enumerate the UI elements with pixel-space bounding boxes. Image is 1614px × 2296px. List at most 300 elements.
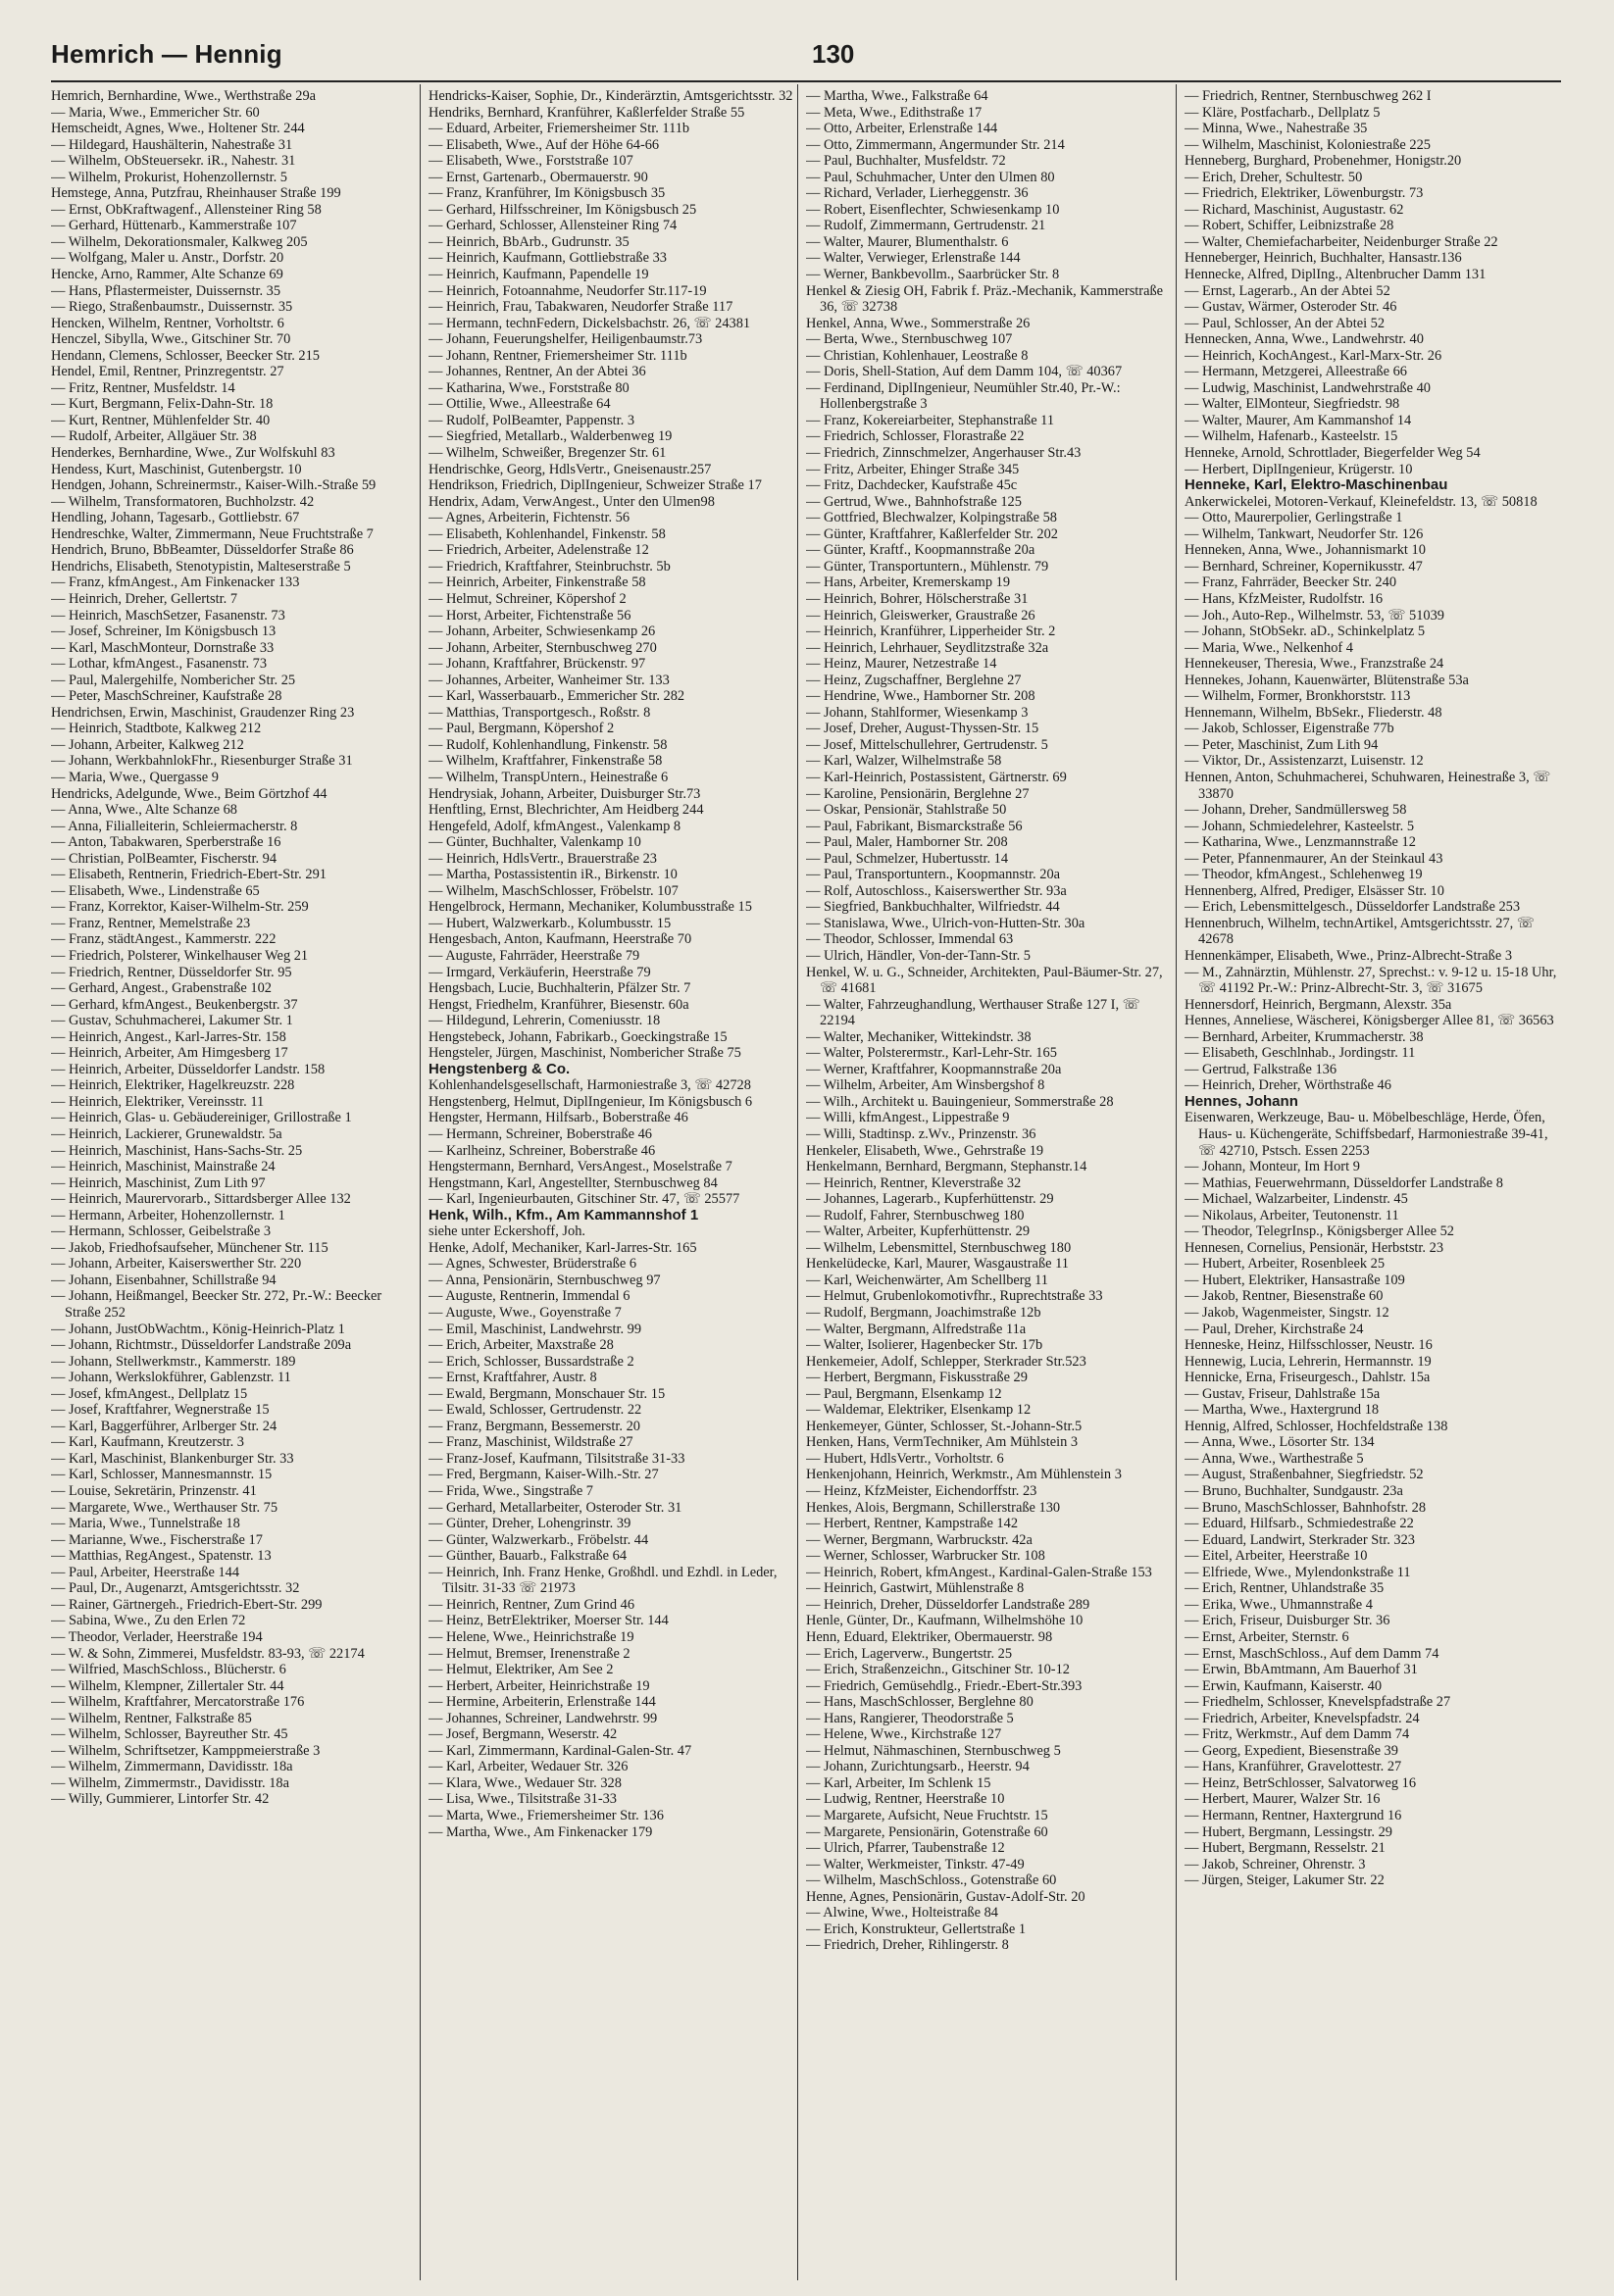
directory-entry: — Heinz, Zugschaffner, Berglehne 27: [806, 672, 1022, 688]
directory-entry: — Heinz, BetrSchlosser, Salvatorweg 16: [1185, 1774, 1417, 1791]
directory-entry: Henle, Günter, Dr., Kaufmann, Wilhelmshöhe 10: [806, 1613, 1084, 1629]
directory-entry: — Heinrich, Elektriker, Vereinsstr. 11: [51, 1093, 265, 1110]
directory-entry: — Heinrich, Robert, kfmAngest., Kardinal-Galen-Straße 153: [806, 1564, 1152, 1580]
directory-entry: — Heinrich, Arbeiter, Düsseldorfer Landstr. 158: [51, 1061, 326, 1077]
directory-entry: — Heinrich, Kaufmann, Papendelle 19: [429, 267, 649, 283]
directory-entry: — Heinrich, Rentner, Zum Grind 46: [429, 1596, 635, 1613]
directory-entry: — Paul, Schuhmacher, Unter den Ulmen 80: [806, 169, 1055, 185]
directory-entry: — Wilhelm, Hafenarb., Kasteelstr. 15: [1185, 428, 1398, 445]
directory-entry: — Johann, Rentner, Friemersheimer Str. 111b: [429, 347, 687, 364]
directory-entry: — Josef, Kraftfahrer, Wegnerstraße 15: [51, 1402, 270, 1419]
directory-entry: Henn, Eduard, Elektriker, Obermauerstr. 98: [806, 1628, 1053, 1645]
directory-entry: — Heinrich, BbArb., Gudrunstr. 35: [429, 233, 630, 250]
directory-entry: — Helmut, Grubenlokomotivfhr., Ruprechtstraße 33: [806, 1288, 1103, 1305]
directory-entry: — Bernhard, Arbeiter, Krummacherstr. 38: [1185, 1028, 1424, 1045]
directory-entry: — Louise, Sekretärin, Prinzenstr. 41: [51, 1483, 257, 1500]
directory-entry: Hemstege, Anna, Putzfrau, Rheinhauser Straße 199: [51, 185, 341, 202]
directory-entry: — Anna, Pensionärin, Sternbuschweg 97: [429, 1272, 661, 1288]
directory-entry: — Friedrich, Elektriker, Löwenburgstr. 73: [1185, 185, 1424, 202]
directory-entry: — Johann, Stahlformer, Wiesenkamp 3: [806, 704, 1029, 721]
directory-entry: — Auguste, Rentnerin, Immendal 6: [429, 1288, 630, 1305]
directory-entry: — Karl, Maschinist, Blankenburger Str. 33: [51, 1450, 294, 1467]
directory-entry: — Wilhelm, MaschSchloss., Gotenstraße 60: [806, 1872, 1057, 1889]
directory-entry: — Richard, Maschinist, Augustastr. 62: [1185, 201, 1404, 218]
directory-entry: — Gustav, Friseur, Dahlstraße 15a: [1185, 1385, 1381, 1402]
directory-entry: — Werner, Schlosser, Warbrucker Str. 108: [806, 1548, 1045, 1565]
directory-entry: — Joh., Auto-Rep., Wilhelmstr. 53, ☏ 51039: [1185, 607, 1444, 624]
directory-entry: — Paul, Fabrikant, Bismarckstraße 56: [806, 818, 1023, 834]
directory-entry: — Johann, Arbeiter, Kaiserswerther Str. 220: [51, 1256, 302, 1273]
directory-entry: — Heinz, BetrElektriker, Moerser Str. 144: [429, 1613, 669, 1629]
directory-entry: — Agnes, Arbeiterin, Fichtenstr. 56: [429, 510, 630, 526]
directory-entry: — Wilhelm, Zimmermstr., Davidisstr. 18a: [51, 1774, 289, 1791]
directory-entry: — Katharina, Wwe., Lenzmannstraße 12: [1185, 834, 1416, 851]
directory-entry: — Heinrich, Frau, Tabakwaren, Neudorfer Straße 117: [429, 299, 733, 316]
directory-entry: — Friedrich, Rentner, Düsseldorfer Str. 95: [51, 964, 292, 980]
directory-entry: Hendgen, Johann, Schreinermstr., Kaiser-Wilh.-Straße 59: [51, 477, 377, 494]
directory-entry: — Anna, Wwe., Alte Schanze 68: [51, 802, 237, 819]
directory-entry: — Willi, kfmAngest., Lippestraße 9: [806, 1110, 1010, 1126]
directory-entry: Henftling, Ernst, Blechrichter, Am Heidberg 244: [429, 802, 704, 819]
directory-entry: — Paul, Dr., Augenarzt, Amtsgerichtsstr. 32: [51, 1580, 300, 1597]
directory-entry: — Erich, Schlosser, Bussardstraße 2: [429, 1353, 634, 1370]
directory-entry: — Gertrud, Wwe., Bahnhofstraße 125: [806, 493, 1022, 510]
directory-entry: — Peter, Maschinist, Zum Lith 94: [1185, 736, 1379, 753]
directory-entry: — Willy, Gummierer, Lintorfer Str. 42: [51, 1791, 270, 1808]
directory-entry: — Hubert, Arbeiter, Rosenbleek 25: [1185, 1256, 1386, 1273]
directory-entry: Hennemann, Wilhelm, BbSekr., Fliederstr. 48: [1185, 704, 1442, 721]
firm-heading-text: Henk, Wilh., Kfm., Am Kammannshof 1: [429, 1206, 699, 1223]
directory-entry: — Hermine, Arbeiterin, Erlenstraße 144: [429, 1694, 656, 1711]
directory-entry: — Franz, Kokereiarbeiter, Stephanstraße 11: [806, 412, 1055, 428]
directory-entry: — Meta, Wwe., Edithstraße 17: [806, 104, 983, 121]
directory-column-1: [51, 88, 416, 2282]
directory-entry: — Gertrud, Falkstraße 136: [1185, 1061, 1337, 1077]
directory-entry: — Wilhelm, Prokurist, Hohenzollernstr. 5: [51, 169, 287, 185]
firm-heading: [1185, 1094, 1559, 1111]
directory-entry: — Gerhard, Schlosser, Allensteiner Ring 74: [429, 218, 678, 234]
directory-entry: Henkenjohann, Heinrich, Werkmstr., Am Mühlenstein 3: [806, 1467, 1122, 1483]
directory-entry: — Paul, Arbeiter, Heerstraße 144: [51, 1564, 240, 1580]
directory-entry: — Peter, Pfannenmaurer, An der Steinkaul 43: [1185, 850, 1443, 867]
firm-heading: [429, 1208, 793, 1224]
directory-entry: — Gustav, Wärmer, Osteroder Str. 46: [1185, 299, 1397, 316]
directory-column-4: [1185, 88, 1559, 2282]
directory-entry: — Karl-Heinrich, Postassistent, Gärtnerstr. 69: [806, 769, 1067, 785]
directory-entry: — Walter, Fahrzeughandlung, Werthauser Straße 127 I, ☏ 22194: [806, 996, 1140, 1029]
directory-entry: — Anton, Tabakwaren, Sperberstraße 16: [51, 834, 281, 851]
directory-entry: Hemrich, Bernhardine, Wwe., Werthstraße 29a: [51, 88, 317, 104]
directory-entry: Henneke, Arnold, Schrottlader, Biegerfelder Weg 54: [1185, 445, 1481, 462]
directory-entry: — Wilhelm, MaschSchlosser, Fröbelstr. 107: [429, 882, 679, 899]
directory-entry: — Heinrich, Lehrhauer, Seydlitzstraße 32a: [806, 639, 1049, 656]
directory-entry: — Katharina, Wwe., Forststraße 80: [429, 379, 630, 396]
directory-entry: — Gerhard, Hüttenarb., Kammerstraße 107: [51, 218, 297, 234]
directory-entry: Henne, Agnes, Pensionärin, Gustav-Adolf-Str. 20: [806, 1888, 1085, 1905]
directory-entry: — Bernhard, Schreiner, Kopernikusstr. 47: [1185, 558, 1423, 574]
directory-entry: Hendrichs, Elisabeth, Stenotypistin, Malteserstraße 5: [51, 558, 351, 574]
directory-entry: — Walter, Chemiefacharbeiter, Neidenburger Straße 22: [1185, 233, 1498, 250]
directory-entry: — Wilhelm, Transformatoren, Buchholzstr. 42: [51, 493, 315, 510]
directory-entry: — Ernst, Lagerarb., An der Abtei 52: [1185, 282, 1390, 299]
directory-entry: Henkel & Ziesig OH, Fabrik f. Präz.-Mechanik, Kammerstraße 36, ☏ 32738: [806, 282, 1164, 316]
directory-entry: — Karl, Ingenieurbauten, Gitschiner Str. 47, ☏ 25577: [429, 1191, 740, 1208]
directory-entry: Eisenwaren, Werkzeuge, Bau- u. Möbelbeschläge, Herde, Öfen, Haus- u. Küchengeräte, Schiffsbedarf, Harmoniestraße 39-41, ☏ 42710, Pstsch. Essen 2253: [1185, 1110, 1548, 1159]
directory-entry: — Rudolf, Arbeiter, Allgäuer Str. 38: [51, 428, 257, 445]
directory-entry: Henkemeyer, Günter, Schlosser, St.-Johann-Str.5: [806, 1418, 1083, 1434]
directory-entry: — Alwine, Wwe., Holteistraße 84: [806, 1905, 998, 1922]
directory-entry: — Gerhard, Metallarbeiter, Osteroder Str. 31: [429, 1499, 682, 1516]
directory-entry: — Walter, ElMonteur, Siegfriedstr. 98: [1185, 396, 1400, 413]
directory-entry: — Johann, StObSekr. aD., Schinkelplatz 5: [1185, 624, 1426, 640]
directory-entry: — Bruno, MaschSchlosser, Bahnhofstr. 28: [1185, 1499, 1427, 1516]
directory-entry: Hennecken, Anna, Wwe., Landwehrstr. 40: [1185, 331, 1424, 348]
directory-entry: — Herbert, Arbeiter, Heinrichstraße 19: [429, 1677, 650, 1694]
directory-entry: — Paul, Schlosser, An der Abtei 52: [1185, 315, 1386, 331]
directory-entry: Hennes, Anneliese, Wäscherei, Königsberger Allee 81, ☏ 36563: [1185, 1013, 1554, 1029]
directory-entry: — Franz, Kranführer, Im Königsbusch 35: [429, 185, 666, 202]
directory-entry: Hengesbach, Anton, Kaufmann, Heerstraße 70: [429, 931, 692, 948]
directory-entry: — Ewald, Bergmann, Monschauer Str. 15: [429, 1385, 666, 1402]
directory-entry: Hennenkämper, Elisabeth, Wwe., Prinz-Albrecht-Straße 3: [1185, 947, 1513, 964]
directory-entry: siehe unter Eckershoff, Joh.: [429, 1223, 585, 1240]
directory-entry: — Fritz, Arbeiter, Ehinger Straße 345: [806, 461, 1020, 477]
directory-entry: Kohlenhandelsgesellschaft, Harmoniestraße 3, ☏ 42728: [429, 1077, 751, 1094]
directory-entry: — Gerhard, Hilfsschreiner, Im Königsbusch 25: [429, 201, 697, 218]
directory-entry: — Heinrich, Fotoannahme, Neudorfer Str.117-19: [429, 282, 707, 299]
directory-entry: Hennig, Alfred, Schlosser, Hochfeldstraße 138: [1185, 1418, 1448, 1434]
directory-entry: — Ernst, ObKraftwagenf., Allensteiner Ring 58: [51, 201, 322, 218]
firm-heading: [429, 1062, 793, 1078]
directory-entry: — Friedrich, Dreher, Rihlingerstr. 8: [806, 1937, 1009, 1954]
directory-entry: — Robert, Schiffer, Leibnizstraße 28: [1185, 218, 1394, 234]
directory-entry: — Martha, Wwe., Falkstraße 64: [806, 88, 988, 104]
directory-entry: — Hendrine, Wwe., Hamborner Str. 208: [806, 688, 1035, 705]
directory-entry: — Erika, Wwe., Uhmannstraße 4: [1185, 1596, 1373, 1613]
directory-entry: — Eduard, Arbeiter, Friemersheimer Str. 111b: [429, 121, 690, 137]
directory-entry: — Johann, Arbeiter, Sternbuschweg 270: [429, 639, 657, 656]
directory-entry: — Johann, Schmiedelehrer, Kasteelstr. 5: [1185, 818, 1415, 834]
directory-entry: Henkelmann, Bernhard, Bergmann, Stephanstr.14: [806, 1159, 1087, 1175]
directory-entry: Hendriks, Bernhard, Kranführer, Kaßlerfelder Straße 55: [429, 104, 745, 121]
directory-entry: — Wilhelm, Rentner, Falkstraße 85: [51, 1710, 252, 1726]
directory-entry: — Johann, Richtmstr., Düsseldorfer Landstraße 209a: [51, 1337, 352, 1354]
directory-entry: — Wilh., Architekt u. Bauingenieur, Sommerstraße 28: [806, 1093, 1114, 1110]
directory-entry: — Heinrich, Maschinist, Zum Lith 97: [51, 1174, 266, 1191]
directory-entry: — Friedrich, Polsterer, Winkelhauser Weg 21: [51, 947, 309, 964]
directory-entry: — Johann, JustObWachtm., König-Heinrich-Platz 1: [51, 1321, 345, 1337]
directory-entry: Hengster, Hermann, Hilfsarb., Boberstraße 46: [429, 1110, 688, 1126]
directory-entry: — Johann, Arbeiter, Schwiesenkamp 26: [429, 624, 656, 640]
directory-entry: — Marta, Wwe., Friemersheimer Str. 136: [429, 1807, 664, 1823]
directory-entry: — Johannes, Schreiner, Landwehrstr. 99: [429, 1710, 658, 1726]
directory-entry: — Jakob, Schlosser, Eigenstraße 77b: [1185, 721, 1394, 737]
directory-entry: — Hermann, Schreiner, Boberstraße 46: [429, 1126, 653, 1142]
directory-entry: — Elisabeth, Rentnerin, Friedrich-Ebert-Str. 291: [51, 867, 327, 883]
directory-entry: Hendrich, Bruno, BbBeamter, Düsseldorfer Straße 86: [51, 542, 354, 559]
directory-entry: Hendrix, Adam, VerwAngest., Unter den Ulmen98: [429, 493, 715, 510]
directory-entry: — Werner, Bankbevollm., Saarbrücker Str. 8: [806, 267, 1060, 283]
directory-entry: — Heinrich, Dreher, Gellertstr. 7: [51, 590, 238, 607]
directory-entry: — Frida, Wwe., Singstraße 7: [429, 1483, 594, 1500]
directory-entry: — Wilhelm, Maschinist, Koloniestraße 225: [1185, 136, 1431, 153]
directory-entry: — Hermann, Schlosser, Geibelstraße 3: [51, 1223, 272, 1240]
directory-entry: — Wilhelm, Schlosser, Bayreuther Str. 45: [51, 1726, 288, 1743]
directory-entry: — Josef, Mittelschullehrer, Gertrudenstr. 5: [806, 736, 1048, 753]
directory-entry: — Karl, Baggerführer, Arlberger Str. 24: [51, 1418, 277, 1434]
directory-entry: — Walter, Maurer, Blumenthalstr. 6: [806, 233, 1009, 250]
directory-entry: — Heinrich, Rentner, Kleverstraße 32: [806, 1174, 1022, 1191]
directory-entry: — Helene, Wwe., Kirchstraße 127: [806, 1726, 1002, 1743]
directory-entry: — Helmut, Nähmaschinen, Sternbuschweg 5: [806, 1742, 1061, 1759]
directory-entry: — Paul, Buchhalter, Musfeldstr. 72: [806, 153, 1006, 170]
directory-entry: — Theodor, kfmAngest., Schlehenweg 19: [1185, 867, 1423, 883]
directory-entry: — Minna, Wwe., Nahestraße 35: [1185, 121, 1368, 137]
directory-entry: Hennenbruch, Wilhelm, technArtikel, Amtsgerichtsstr. 27, ☏ 42678: [1185, 915, 1535, 948]
directory-entry: — Fred, Bergmann, Kaiser-Wilh.-Str. 27: [429, 1467, 659, 1483]
directory-entry: — Karl, Wasserbauarb., Emmericher Str. 282: [429, 688, 685, 705]
directory-entry: — Heinz, KfzMeister, Eichendorffstr. 23: [806, 1483, 1037, 1500]
directory-entry: — Fritz, Dachdecker, Kaufstraße 45c: [806, 477, 1018, 494]
directory-entry: — Johannes, Arbeiter, Wanheimer Str. 133: [429, 672, 670, 688]
directory-entry: — Karl, Schlosser, Mannesmannstr. 15: [51, 1467, 273, 1483]
directory-entry: — Josef, Bergmann, Weserstr. 42: [429, 1726, 618, 1743]
directory-entry: — Maria, Wwe., Quergasse 9: [51, 769, 219, 785]
directory-entry: — Karl, Walzer, Wilhelmstraße 58: [806, 753, 1002, 770]
directory-entry: — Ernst, Gartenarb., Obermauerstr. 90: [429, 169, 648, 185]
directory-entry: — Hans, MaschSchlosser, Berglehne 80: [806, 1694, 1034, 1711]
directory-entry: Hennesen, Cornelius, Pensionär, Herbststr. 23: [1185, 1239, 1444, 1256]
directory-entry: — Hildegund, Lehrerin, Comeniusstr. 18: [429, 1013, 661, 1029]
directory-entry: — Gerhard, kfmAngest., Beukenbergstr. 37: [51, 996, 298, 1013]
directory-entry: Henkeler, Elisabeth, Wwe., Gehrstraße 19: [806, 1142, 1044, 1159]
directory-entry: — Wilhelm, Schweißer, Bregenzer Str. 61: [429, 445, 667, 462]
directory-entry: — Ferdinand, DiplIngenieur, Neumühler Str.40, Pr.-W.: Hollenbergstraße 3: [806, 379, 1121, 413]
directory-entry: — Ulrich, Händler, Von-der-Tann-Str. 5: [806, 947, 1031, 964]
page-header: [51, 39, 1561, 78]
header-rule: [51, 80, 1561, 82]
directory-entry: — Lisa, Wwe., Tilsitstraße 31-33: [429, 1791, 618, 1808]
directory-entry: — Hermann, Rentner, Haxtergrund 16: [1185, 1807, 1402, 1823]
directory-entry: — Walter, Mechaniker, Wittekindstr. 38: [806, 1028, 1032, 1045]
directory-entry: — Otto, Arbeiter, Erlenstraße 144: [806, 121, 998, 137]
directory-entry: — Günter, Walzwerkarb., Fröbelstr. 44: [429, 1531, 649, 1548]
directory-entry: Henkelüdecke, Karl, Maurer, Wasgaustraße 11: [806, 1256, 1069, 1273]
directory-entry: — Siegfried, Bankbuchhalter, Wilfriedstr. 44: [806, 899, 1060, 916]
directory-entry: Hendrikson, Friedrich, DiplIngenieur, Schweizer Straße 17: [429, 477, 762, 494]
directory-entry: — Margarete, Aufsicht, Neue Fruchtstr. 15: [806, 1807, 1048, 1823]
directory-entry: — Otto, Zimmermann, Angermunder Str. 214: [806, 136, 1065, 153]
directory-entry: — Erich, Dreher, Schultestr. 50: [1185, 169, 1363, 185]
directory-entry: — Hans, Arbeiter, Kremerskamp 19: [806, 574, 1011, 591]
directory-entry: — Heinrich, Inh. Franz Henke, Großhdl. und Ezhdl. in Leder, Tilsitr. 31-33 ☏ 21973: [429, 1564, 778, 1597]
directory-entry: — Hubert, Bergmann, Resselstr. 21: [1185, 1840, 1386, 1857]
directory-entry: Hendrischke, Georg, HdlsVertr., Gneisenaustr.257: [429, 461, 712, 477]
directory-entry: — Wilfried, MaschSchloss., Blücherstr. 6: [51, 1662, 286, 1678]
directory-entry: — Jakob, Rentner, Biesenstraße 60: [1185, 1288, 1384, 1305]
directory-entry: — Theodor, Verlader, Heerstraße 194: [51, 1628, 263, 1645]
directory-entry: — Maria, Wwe., Emmericher Str. 60: [51, 104, 260, 121]
directory-entry: — Karl, Zimmermann, Kardinal-Galen-Str. 47: [429, 1742, 692, 1759]
directory-entry: — Helmut, Schreiner, Köpershof 2: [429, 590, 627, 607]
directory-entry: — Heinrich, Gastwirt, Mühlenstraße 8: [806, 1580, 1025, 1597]
directory-entry: — Fritz, Werkmstr., Auf dem Damm 74: [1185, 1726, 1410, 1743]
directory-entry: — Karl, Arbeiter, Im Schlenk 15: [806, 1774, 991, 1791]
directory-entry: — Elisabeth, Kohlenhandel, Finkenstr. 58: [429, 525, 666, 542]
directory-entry: — Ewald, Schlosser, Gertrudenstr. 22: [429, 1402, 642, 1419]
directory-entry: Ankerwickelei, Motoren-Verkauf, Kleinefeldstr. 13, ☏ 50818: [1185, 493, 1538, 510]
directory-entry: — Gerhard, Angest., Grabenstraße 102: [51, 980, 272, 997]
directory-entry: — Franz, kfmAngest., Am Finkenacker 133: [51, 574, 300, 591]
directory-entry: — Heinrich, MaschSetzer, Fasanenstr. 73: [51, 607, 285, 624]
directory-entry: — Sabina, Wwe., Zu den Erlen 72: [51, 1613, 246, 1629]
directory-entry: — Friedrich, Gemüsehdlg., Friedr.-Ebert-Str.393: [806, 1677, 1083, 1694]
directory-entry: — Franz, Fahrräder, Beecker Str. 240: [1185, 574, 1397, 591]
directory-entry: — M., Zahnärztin, Mühlenstr. 27, Sprechst.: v. 9-12 u. 15-18 Uhr, ☏ 41192 Pr.-W.: Prinz-Albrecht-Str. 3, ☏ 31675: [1185, 964, 1557, 997]
directory-entry: — Erwin, Kaufmann, Kaiserstr. 40: [1185, 1677, 1383, 1694]
directory-entry: — Günter, Dreher, Lohengrinstr. 39: [429, 1516, 631, 1532]
directory-entry: — Jakob, Wagenmeister, Singstr. 12: [1185, 1305, 1389, 1322]
directory-entry: — Theodor, Schlosser, Immendal 63: [806, 931, 1014, 948]
directory-entry: — Heinrich, Glas- u. Gebäudereiniger, Grillostraße 1: [51, 1110, 352, 1126]
directory-entry: — Franz, Korrektor, Kaiser-Wilhelm-Str. 259: [51, 899, 309, 916]
directory-entry: — Kläre, Postfacharb., Dellplatz 5: [1185, 104, 1381, 121]
directory-entry: — Elisabeth, Wwe., Lindenstraße 65: [51, 882, 260, 899]
directory-entry: — Anna, Filialleiterin, Schleiermacherstr. 8: [51, 818, 298, 834]
directory-entry: Henken, Hans, VermTechniker, Am Mühlstein 3: [806, 1434, 1079, 1451]
directory-entry: — Walter, Maurer, Am Kammanshof 14: [1185, 412, 1412, 428]
directory-entry: — Erich, Straßenzeichn., Gitschiner Str. 10-12: [806, 1662, 1070, 1678]
directory-entry: — Rolf, Autoschloss., Kaiserswerther Str. 93a: [806, 882, 1067, 899]
directory-entry: — Wilhelm, Dekorationsmaler, Kalkweg 205: [51, 233, 308, 250]
directory-entry: — Matthias, Transportgesch., Roßstr. 8: [429, 704, 651, 721]
directory-entry: — Walter, Arbeiter, Kupferhüttenstr. 29: [806, 1223, 1031, 1240]
directory-entry: — Werner, Kraftfahrer, Koopmannstraße 20a: [806, 1061, 1062, 1077]
directory-entry: Hennersdorf, Heinrich, Bergmann, Alexstr. 35a: [1185, 996, 1452, 1013]
directory-entry: — Herbert, Maurer, Walzer Str. 16: [1185, 1791, 1381, 1808]
directory-entry: — Heinrich, Gleiswerker, Graustraße 26: [806, 607, 1035, 624]
directory-entry: — Emil, Maschinist, Landwehrstr. 99: [429, 1321, 642, 1337]
directory-entry: — Heinrich, Kranführer, Lipperheider Str. 2: [806, 624, 1056, 640]
directory-entry: Hencke, Arno, Rammer, Alte Schanze 69: [51, 267, 283, 283]
directory-entry: — Johann, Dreher, Sandmüllersweg 58: [1185, 802, 1407, 819]
directory-entry: — Johann, Stellwerkmstr., Kammerstr. 189: [51, 1353, 296, 1370]
directory-entry: Hengsbach, Lucie, Buchhalterin, Pfälzer Str. 7: [429, 980, 691, 997]
directory-entry: — Karl, Kaufmann, Kreutzerstr. 3: [51, 1434, 245, 1451]
directory-entry: — Heinrich, Elektriker, Hagelkreuzstr. 228: [51, 1077, 295, 1094]
directory-entry: — Wilhelm, Lebensmittel, Sternbuschweg 180: [806, 1239, 1072, 1256]
directory-entry: Hennenberg, Alfred, Prediger, Elsässer Str. 10: [1185, 882, 1444, 899]
directory-entry: Hennicke, Erna, Friseurgesch., Dahlstr. 15a: [1185, 1370, 1431, 1386]
page-number: 130: [812, 39, 855, 69]
directory-entry: Hengefeld, Adolf, kfmAngest., Valenkamp 8: [429, 818, 681, 834]
directory-entry: — Günter, Kraftf., Koopmannstraße 20a: [806, 542, 1035, 559]
directory-entry: — Otto, Maurerpolier, Gerlingstraße 1: [1185, 510, 1403, 526]
directory-entry: — Friedrich, Zinnschmelzer, Angerhauser Str.43: [806, 445, 1082, 462]
directory-entry: Hennen, Anton, Schuhmacherei, Schuhwaren, Heinestraße 3, ☏ 33870: [1185, 769, 1551, 802]
directory-entry: Henkel, W. u. G., Schneider, Architekten, Paul-Bäumer-Str. 27, ☏ 41681: [806, 964, 1163, 997]
directory-entry: — Josef, kfmAngest., Dellplatz 15: [51, 1385, 248, 1402]
directory-entry: — Paul, Transportuntern., Koopmannstr. 20a: [806, 867, 1061, 883]
directory-entry: — Heinrich, KochAngest., Karl-Marx-Str. 26: [1185, 347, 1442, 364]
directory-column-2: [429, 88, 793, 2282]
directory-entry: Hendreschke, Walter, Zimmermann, Neue Fruchtstraße 7: [51, 525, 374, 542]
directory-entry: — Johannes, Rentner, An der Abtei 36: [429, 364, 646, 380]
directory-entry: — Eduard, Landwirt, Sterkrader Str. 323: [1185, 1531, 1415, 1548]
directory-entry: — Auguste, Fahrräder, Heerstraße 79: [429, 947, 640, 964]
directory-entry: — Franz, Maschinist, Wildstraße 27: [429, 1434, 633, 1451]
directory-entry: Hengsteler, Jürgen, Maschinist, Nombericher Straße 75: [429, 1045, 741, 1062]
directory-entry: Henderkes, Bernhardine, Wwe., Zur Wolfskuhl 83: [51, 445, 335, 462]
directory-entry: Hengstebeck, Johann, Fabrikarb., Goeckingstraße 15: [429, 1028, 728, 1045]
directory-entry: — Friedrich, Kraftfahrer, Steinbruchstr. 5b: [429, 558, 671, 574]
directory-entry: — Hermann, technFedern, Dickelsbachstr. 26, ☏ 24381: [429, 315, 751, 331]
directory-entry: — Erich, Friseur, Duisburger Str. 36: [1185, 1613, 1390, 1629]
directory-entry: — Johann, WerkbahnlokFhr., Riesenburger Straße 31: [51, 753, 353, 770]
directory-entry: Henkemeier, Adolf, Schlepper, Sterkrader Str.523: [806, 1353, 1086, 1370]
directory-entry: — Johann, Monteur, Im Hort 9: [1185, 1159, 1360, 1175]
directory-entry: — Hans, Kranführer, Gravelottestr. 27: [1185, 1759, 1402, 1775]
directory-entry: — Maria, Wwe., Nelkenhof 4: [1185, 639, 1353, 656]
directory-entry: — Erich, Konstrukteur, Gellertstraße 1: [806, 1921, 1027, 1937]
directory-entry: Hennecke, Alfred, DiplIng., Altenbrucher Damm 131: [1185, 267, 1487, 283]
directory-entry: — Anna, Wwe., Warthestraße 5: [1185, 1450, 1364, 1467]
directory-entry: — Elisabeth, Wwe., Forststraße 107: [429, 153, 633, 170]
directory-entry: — Ernst, MaschSchloss., Auf dem Damm 74: [1185, 1645, 1439, 1662]
directory-entry: — Christian, Kohlenhauer, Leostraße 8: [806, 347, 1029, 364]
directory-entry: — Rudolf, PolBeamter, Pappenstr. 3: [429, 412, 635, 428]
directory-entry: Hendel, Emil, Rentner, Prinzregentstr. 27: [51, 364, 284, 380]
column-divider: [1176, 84, 1177, 2280]
running-head: Hemrich — Hennig: [51, 39, 282, 69]
directory-entry: Hennewig, Lucia, Lehrerin, Hermannstr. 19: [1185, 1353, 1432, 1370]
directory-entry: — Riego, Straßenbaumstr., Duissernstr. 35: [51, 299, 293, 316]
directory-entry: — Michael, Walzarbeiter, Lindenstr. 45: [1185, 1191, 1408, 1208]
directory-entry: Henneske, Heinz, Hilfsschlosser, Neustr. 16: [1185, 1337, 1433, 1354]
directory-entry: — Rudolf, Kohlenhandlung, Finkenstr. 58: [429, 736, 668, 753]
directory-entry: Hendann, Clemens, Schlosser, Beecker Str. 215: [51, 347, 320, 364]
directory-entry: — Erich, Lebensmittelgesch., Düsseldorfer Landstraße 253: [1185, 899, 1521, 916]
directory-entry: — Wilhelm, Klempner, Zillertaler Str. 44: [51, 1677, 284, 1694]
directory-entry: — Hermann, Arbeiter, Hohenzollernstr. 1: [51, 1207, 285, 1223]
directory-entry: — Bruno, Buchhalter, Sundgaustr. 23a: [1185, 1483, 1403, 1500]
directory-entry: Henneberg, Burghard, Probenehmer, Honigstr.20: [1185, 153, 1462, 170]
directory-entry: — Ulrich, Pfarrer, Taubenstraße 12: [806, 1840, 1005, 1857]
directory-entry: — Georg, Expedient, Biesenstraße 39: [1185, 1742, 1398, 1759]
directory-entry: — Günter, Kraftfahrer, Kaßlerfelder Str. 202: [806, 525, 1058, 542]
directory-entry: — Walter, Werkmeister, Tinkstr. 47-49: [806, 1856, 1025, 1872]
directory-entry: — Herbert, Bergmann, Fiskusstraße 29: [806, 1370, 1028, 1386]
directory-entry: — Heinrich, Bohrer, Hölscherstraße 31: [806, 590, 1029, 607]
directory-entry: — Horst, Arbeiter, Fichtenstraße 56: [429, 607, 631, 624]
directory-entry: — Martha, Wwe., Haxtergrund 18: [1185, 1402, 1380, 1419]
directory-entry: — Heinrich, Dreher, Wörthstraße 46: [1185, 1077, 1391, 1094]
directory-entry: — Hubert, Elektriker, Hansastraße 109: [1185, 1272, 1405, 1288]
directory-entry: — Heinrich, Maschinist, Hans-Sachs-Str. 25: [51, 1142, 303, 1159]
directory-entry: Hennekeuser, Theresia, Wwe., Franzstraße 24: [1185, 656, 1444, 673]
directory-entry: — Heinrich, Lackierer, Grunewaldstr. 5a: [51, 1126, 282, 1142]
directory-entry: — Mathias, Feuerwehrmann, Düsseldorfer Landstraße 8: [1185, 1174, 1503, 1191]
directory-entry: — Heinrich, Maschinist, Mainstraße 24: [51, 1159, 276, 1175]
directory-entry: — Doris, Shell-Station, Auf dem Damm 104, ☏ 40367: [806, 364, 1123, 380]
firm-heading-text: Henneke, Karl, Elektro-Maschinenbau: [1185, 476, 1448, 494]
directory-entry: Henkel, Anna, Wwe., Sommerstraße 26: [806, 315, 1031, 331]
directory-entry: Henkes, Alois, Bergmann, Schillerstraße 130: [806, 1499, 1061, 1516]
directory-entry: — Auguste, Wwe., Goyenstraße 7: [429, 1305, 622, 1322]
directory-entry: — Fritz, Rentner, Musfeldstr. 14: [51, 379, 235, 396]
directory-entry: — Viktor, Dr., Assistenzarzt, Luisenstr. 12: [1185, 753, 1424, 770]
directory-entry: — Heinrich, Kaufmann, Gottliebstraße 33: [429, 250, 667, 267]
